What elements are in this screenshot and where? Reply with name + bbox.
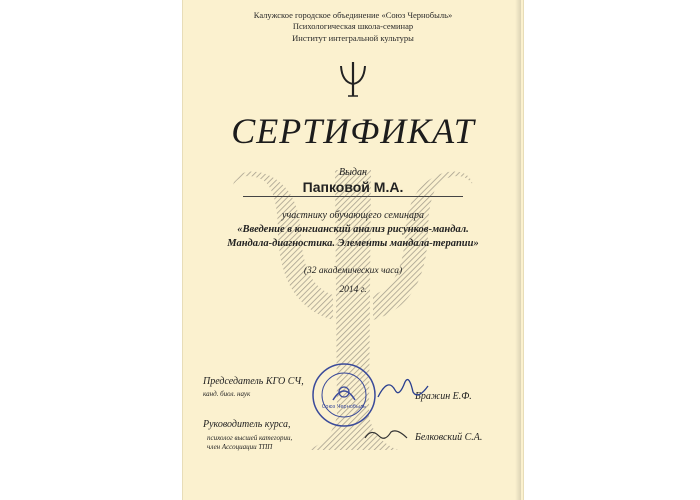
issued-label: Выдан [339,167,367,178]
course-hours: (32 академических часа) [303,266,403,276]
course-head-degree: психолог высшей категории, [207,434,293,442]
chair-name: Бражин Е.Ф. [415,391,472,402]
chair-title: Председатель КГО СЧ, [203,376,304,387]
recipient-underline [243,196,463,197]
certificate-title: СЕРТИФИКАТ [231,111,475,151]
course-head-association: член Ассоциации ТПП [207,443,273,451]
chair-signature-icon [373,372,433,402]
course-title-line1: «Введение в юнгианский анализ рисунков-мандал. [237,224,469,235]
course-title-line2: Мандала-диагностика. Элементы мандала-терапии» [227,238,479,249]
page-edge-shadow [515,0,521,500]
psi-logo-icon [338,58,368,98]
chair-degree: канд. биол. наук [203,390,251,398]
certificate-page [183,0,523,500]
participant-label: участнику обучающего семинара [282,210,424,221]
head-signature-icon [361,424,411,448]
certificate-year: 2014 г. [339,285,367,295]
official-stamp-icon [311,362,377,428]
recipient-name: Папковой М.А. [302,179,404,195]
stamp-label: Союз Чернобыль [321,404,367,410]
header-school: Психологическая школа-семинар [292,21,414,31]
header-organization: Калужское городское объединение «Союз Чернобыль» [253,10,453,20]
course-head-title: Руководитель курса, [203,419,291,430]
header-institute: Институт интегральной культуры [292,33,414,43]
course-head-name: Белковский С.А. [415,432,483,443]
